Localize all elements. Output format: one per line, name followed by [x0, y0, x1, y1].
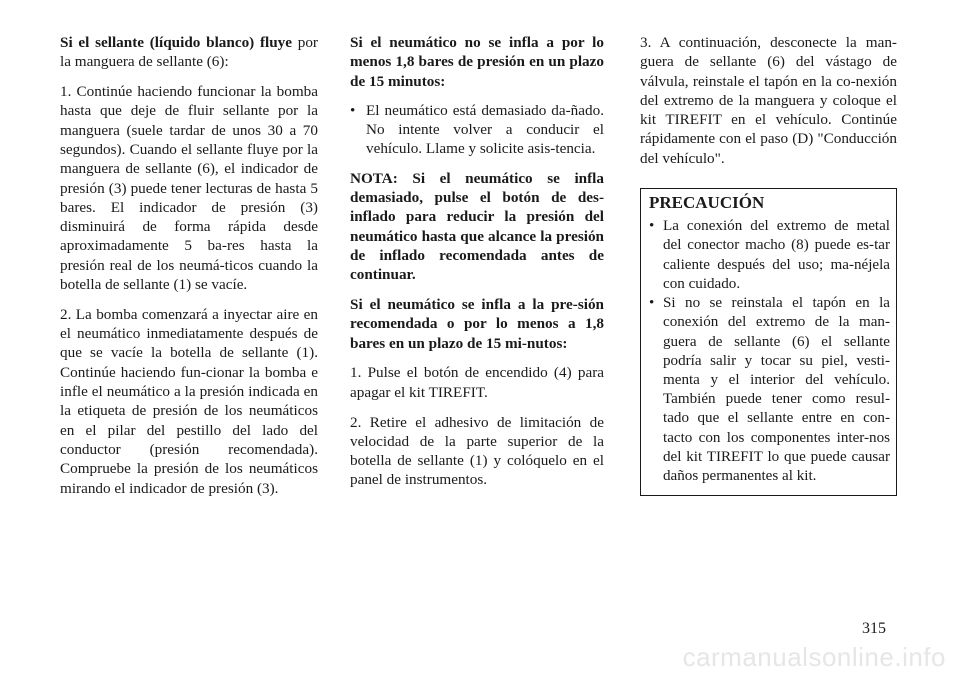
right-column [640, 33, 897, 496]
not-inflating-heading: Si el neumático no se infla a por lo menos 1,8 bares de presión en un plazo de 15 minutos: [350, 34, 604, 90]
left-column [60, 33, 318, 508]
caution-list [649, 217, 890, 486]
step-3-paragraph: 3. A continuación, desconecte la man-guera de sellante (6) del vástago de válvula, reinstale el tapón en la co-nexión del extremo de la manguera y coloque el kit TIREFIT en el vehículo. Continúe rápidamente con el paso (D) "Conducción del vehículo". [640, 34, 897, 167]
inflated-heading: Si el neumático se infla a la pre-sión recomendada o por lo menos a 1,8 bares en un plazo de 15 mi-nutos: [350, 296, 604, 352]
step-1-paragraph: 1. Continúe haciendo funcionar la bomba hasta que deje de fluir sellante por la manguera (suele tardar de unos 30 a 70 segundos). Cuando el sellante fluye por la manguera de sellante (6), el indicador de presión (3) puede tener lecturas de hasta 5 bares. El indicador de presión (3) disminuirá de forma rápida desde aproximadamente 5 ba-res hasta la presión real de los neumá-ticos cuando la botella de sellante (1) se vacíe. [60, 83, 318, 294]
sealant-flow-paragraph [60, 33, 318, 72]
list-item: • La conexión del extremo de metal del conector macho (8) puede es-tar caliente después del uso; ma-néjela con cuidado. [649, 217, 890, 294]
list-item: • El neumático está demasiado da-ñado. No intente volver a conducir el vehículo. Llame y solicite asis-tencia. [350, 101, 604, 159]
sealant-flow-heading: Si el sellante (líquido blanco) fluye [60, 34, 293, 51]
sealant-flow-heading-cont: por la manguera de sellante (6): [60, 34, 318, 71]
step-2-paragraph: 2. La bomba comenzará a inyectar aire en el neumático inmediatamente después de que se vacíe la botella de sellante (1). Continúe haciendo fun-cionar la bomba e infle el neumático a la presión indicada en la etiqueta de presión de los neumáticos en el pilar del pestillo del lado del conductor (presión recomendada). Compruebe la presión de los neumáticos mirando el indicador de presión (3). [60, 305, 318, 497]
not-inflating-list [350, 101, 604, 159]
caution-box [640, 188, 897, 496]
note-paragraph: NOTA: Si el neumático se infla demasiado, pulse el botón de des-inflado para reducir la presión del neumático hasta que alcance la presión de inflado recomendada antes de continuar. [350, 169, 604, 284]
middle-column [350, 33, 604, 500]
watermark: carmanualsonline.info [682, 642, 946, 672]
step-1-power-off: 1. Pulse el botón de encendido (4) para apagar el kit TIREFIT. [350, 364, 604, 401]
caution-title: PRECAUCIÓN [649, 193, 765, 213]
page-number: 315 [862, 620, 886, 637]
list-item: • Si no se reinstala el tapón en la conexión del extremo de la man-guera de sellante (6) el sellante podría salir y tocar su piel, vesti-menta y el interior del vehículo. También puede tener como resul-tado que el sellante entre en con-tacto con los componentes inter-nos del kit TIREFIT lo que puede causar daños permanentes al kit. [649, 294, 890, 486]
step-2-speed-label: 2. Retire el adhesivo de limitación de velocidad de la parte superior de la botella de sellante (1) y colóquelo en el panel de instrumentos. [350, 413, 604, 489]
